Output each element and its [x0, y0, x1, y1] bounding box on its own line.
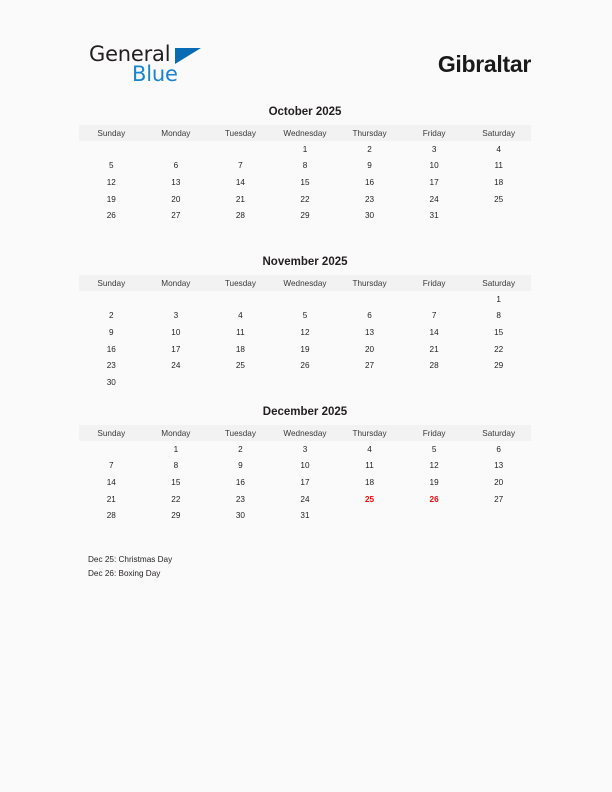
calendar-day: 4 — [496, 144, 501, 154]
calendar-day: 22 — [171, 494, 181, 504]
calendar-day: 14 — [429, 327, 439, 337]
logo-text-general: General — [89, 42, 171, 66]
calendar-day: 3 — [431, 144, 437, 154]
calendar-day: 3 — [302, 444, 308, 454]
calendar-day: 19 — [300, 344, 310, 354]
calendar-day: 29 — [300, 211, 310, 221]
weekday-header-wednesday: Wednesday — [273, 125, 338, 141]
calendar-table — [79, 125, 531, 224]
calendar-day: 8 — [496, 311, 501, 321]
calendar-day: 7 — [431, 311, 437, 321]
calendar-day: 30 — [364, 211, 375, 221]
calendar-day-empty — [208, 374, 273, 391]
calendar-day-empty — [337, 374, 402, 391]
weekday-header-monday: Monday — [144, 275, 209, 291]
calendar-day: 4 — [238, 311, 243, 321]
calendar-week-row — [79, 308, 531, 325]
calendar-day-empty — [79, 441, 144, 458]
weekday-header-thursday: Thursday — [337, 425, 402, 441]
calendar-table — [79, 275, 531, 391]
calendar-day: 24 — [300, 494, 310, 504]
weekday-header-sunday: Sunday — [79, 125, 144, 141]
calendar-day: 14 — [235, 177, 245, 187]
general-blue-logo — [89, 42, 289, 88]
calendar-day: 5 — [109, 161, 114, 171]
calendar-day: 2 — [367, 144, 372, 154]
calendar-day: 15 — [171, 477, 181, 487]
calendar-day: 31 — [300, 511, 310, 521]
calendar-day: 9 — [109, 327, 114, 337]
calendar-day-empty — [79, 141, 144, 158]
page-header — [79, 42, 531, 88]
calendar-day-empty — [208, 291, 273, 308]
calendar-day: 12 — [106, 177, 116, 187]
calendar-day: 18 — [364, 477, 375, 487]
calendar-day: 17 — [171, 344, 181, 354]
holiday-note-line: Dec 26: Boxing Day — [88, 569, 161, 578]
weekday-header-friday: Friday — [402, 425, 467, 441]
calendar-day-empty — [466, 207, 531, 224]
calendar-day: 16 — [364, 177, 375, 187]
calendar-week-row — [79, 207, 531, 224]
calendar-day: 16 — [235, 477, 245, 487]
calendar-day-empty — [273, 374, 338, 391]
calendar-day-empty — [337, 291, 402, 308]
calendar-day: 11 — [236, 327, 245, 337]
holiday-note-line: Dec 25: Christmas Day — [88, 555, 173, 564]
month-block-november — [79, 254, 531, 391]
calendar-day: 20 — [364, 344, 375, 354]
calendar-day: 1 — [302, 144, 308, 154]
calendar-day: 22 — [494, 344, 504, 354]
page-title: Gibraltar — [437, 51, 531, 77]
weekday-header-saturday: Saturday — [466, 275, 531, 291]
month-title: October 2025 — [268, 106, 342, 118]
calendar-day: 27 — [171, 211, 181, 221]
calendar-day-holiday: 26 — [429, 494, 439, 504]
calendar-day: 19 — [106, 194, 116, 204]
weekday-header-monday: Monday — [144, 125, 209, 141]
weekday-header-row — [79, 275, 531, 291]
calendar-day: 21 — [106, 494, 116, 504]
calendar-day: 15 — [494, 327, 504, 337]
calendar-day-empty — [144, 374, 209, 391]
weekday-header-tuesday: Tuesday — [208, 125, 273, 141]
calendar-day: 28 — [429, 361, 439, 371]
calendar-day: 21 — [235, 194, 245, 204]
calendar-week-row — [79, 474, 531, 491]
logo-text-blue: Blue — [132, 62, 178, 86]
calendar-day: 16 — [106, 344, 116, 354]
calendar-day: 21 — [429, 344, 439, 354]
calendar-day: 30 — [235, 511, 245, 521]
calendar-day: 29 — [494, 361, 504, 371]
calendar-day-empty — [402, 291, 467, 308]
calendar-day: 8 — [173, 461, 179, 471]
calendar-day: 14 — [106, 477, 116, 487]
calendar-day: 12 — [429, 461, 439, 471]
calendar-day: 9 — [367, 161, 372, 171]
calendar-week-row — [79, 191, 531, 208]
calendar-day: 28 — [235, 211, 245, 221]
calendar-day: 13 — [171, 177, 181, 187]
weekday-header-monday: Monday — [144, 425, 209, 441]
calendar-day: 2 — [109, 311, 114, 321]
calendar-day: 24 — [429, 194, 439, 204]
calendar-day: 13 — [364, 327, 375, 337]
calendar-day: 23 — [235, 494, 245, 504]
calendar-day: 3 — [173, 311, 179, 321]
weekday-header-friday: Friday — [402, 275, 467, 291]
weekday-header-thursday: Thursday — [337, 275, 402, 291]
calendar-day: 4 — [367, 444, 372, 454]
calendar-week-row — [79, 141, 531, 158]
weekday-header-row — [79, 125, 531, 141]
calendar-day: 7 — [238, 161, 243, 171]
calendar-day: 10 — [171, 327, 181, 337]
month-title: December 2025 — [262, 406, 348, 418]
calendar-day: 27 — [494, 494, 504, 504]
calendar-day-empty — [273, 291, 338, 308]
weekday-header-row — [79, 425, 531, 441]
calendar-day: 1 — [496, 294, 501, 304]
calendar-week-row — [79, 341, 531, 358]
calendar-day: 11 — [365, 461, 374, 471]
calendar-day: 8 — [302, 161, 308, 171]
calendar-day: 5 — [302, 311, 308, 321]
weekday-header-thursday: Thursday — [337, 125, 402, 141]
calendar-day: 6 — [367, 311, 372, 321]
calendar-day-empty — [402, 507, 467, 524]
calendar-day: 15 — [300, 177, 310, 187]
calendar-week-row — [79, 174, 531, 191]
calendar-day: 18 — [235, 344, 245, 354]
calendar-day: 25 — [235, 361, 245, 371]
calendar-day-empty — [208, 141, 273, 158]
calendar-day-empty — [79, 291, 144, 308]
calendar-day: 6 — [496, 444, 501, 454]
calendar-week-row — [79, 458, 531, 475]
calendar-day: 24 — [171, 361, 181, 371]
calendar-day: 13 — [494, 461, 504, 471]
calendar-day: 31 — [429, 211, 439, 221]
calendar-day: 1 — [173, 444, 179, 454]
calendar-day: 23 — [364, 194, 375, 204]
weekday-header-sunday: Sunday — [79, 425, 144, 441]
calendar-week-row — [79, 374, 531, 391]
calendar-day: 26 — [300, 361, 310, 371]
calendar-day: 23 — [106, 361, 116, 371]
weekday-header-wednesday: Wednesday — [273, 275, 338, 291]
weekday-header-saturday: Saturday — [466, 425, 531, 441]
calendar-day: 27 — [364, 361, 375, 371]
calendar-day: 12 — [300, 327, 310, 337]
calendar-day: 10 — [300, 461, 310, 471]
weekday-header-tuesday: Tuesday — [208, 425, 273, 441]
calendar-week-row — [79, 324, 531, 341]
calendar-day: 9 — [238, 461, 243, 471]
calendar-day: 5 — [431, 444, 437, 454]
weekday-header-friday: Friday — [402, 125, 467, 141]
calendar-week-row — [79, 291, 531, 308]
calendar-week-row — [79, 441, 531, 458]
calendar-day: 7 — [109, 461, 114, 471]
calendar-day-empty — [402, 374, 467, 391]
calendar-day: 29 — [171, 511, 181, 521]
calendar-day: 28 — [106, 511, 116, 521]
holiday-notes — [88, 553, 528, 581]
calendar-day-empty — [144, 141, 209, 158]
calendar-week-row — [79, 507, 531, 524]
calendar-day-empty — [466, 374, 531, 391]
calendar-week-row — [79, 491, 531, 508]
calendar-day-empty — [466, 507, 531, 524]
calendar-day: 2 — [238, 444, 243, 454]
calendar-day-holiday: 25 — [364, 494, 375, 504]
weekday-header-saturday: Saturday — [466, 125, 531, 141]
calendar-day: 30 — [106, 377, 116, 387]
calendar-day: 22 — [300, 194, 310, 204]
calendar-day: 11 — [494, 161, 503, 171]
calendar-day: 6 — [173, 161, 179, 171]
calendar-week-row — [79, 357, 531, 374]
calendar-day: 20 — [171, 194, 181, 204]
weekday-header-tuesday: Tuesday — [208, 275, 273, 291]
calendar-day-empty — [144, 291, 209, 308]
month-title: November 2025 — [262, 256, 348, 268]
calendar-day: 10 — [429, 161, 439, 171]
calendar-day: 17 — [300, 477, 310, 487]
calendar-day: 18 — [494, 177, 504, 187]
logo-triangle-icon — [175, 48, 201, 64]
weekday-header-wednesday: Wednesday — [273, 425, 338, 441]
month-block-december — [79, 404, 531, 524]
weekday-header-sunday: Sunday — [79, 275, 144, 291]
month-block-october — [79, 104, 531, 224]
calendar-day-empty — [337, 507, 402, 524]
calendar-day: 17 — [429, 177, 439, 187]
calendar-table — [79, 425, 531, 524]
calendar-day: 25 — [494, 194, 504, 204]
calendar-week-row — [79, 158, 531, 175]
calendar-day: 20 — [494, 477, 504, 487]
calendar-day: 19 — [429, 477, 439, 487]
calendar-day: 26 — [106, 211, 116, 221]
